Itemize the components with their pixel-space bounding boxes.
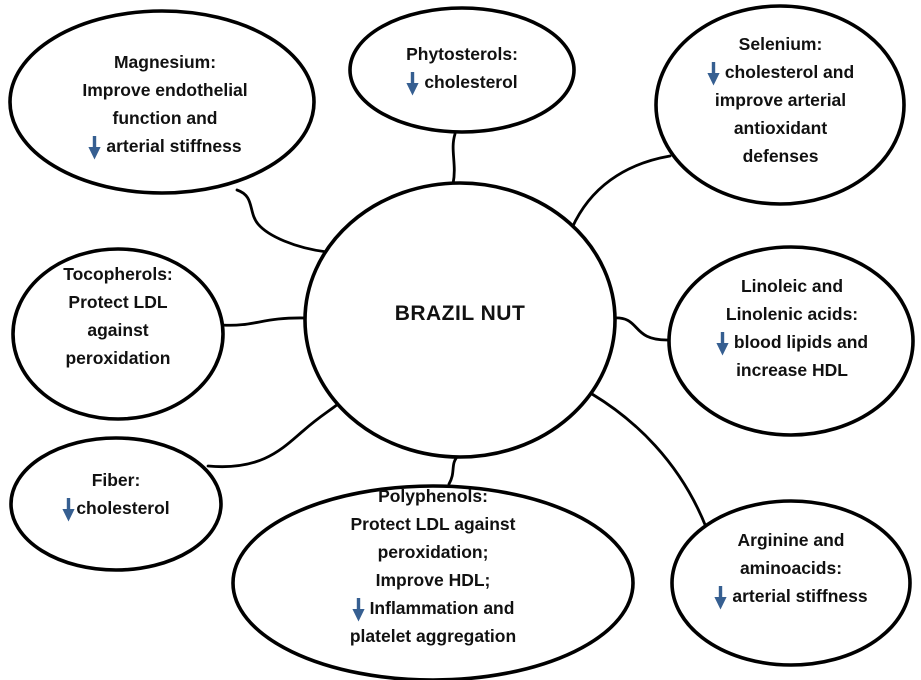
effect-line [668,58,893,86]
down-arrow-icon [716,332,729,356]
node-line: increase HDL [736,360,848,380]
node-line: defenses [742,146,819,166]
node-line: platelet aggregation [349,626,517,646]
node-line: improve arterial [714,90,847,110]
node-tocopherols [23,260,213,372]
node-linoleic [672,272,912,384]
node-title: Selenium: [738,34,823,54]
effect-line [26,494,206,522]
connector-linoleic-center [613,318,669,340]
node-line: Improve HDL; [375,570,491,590]
node-line: peroxidation [65,348,171,368]
effect-text: cholesterol [76,498,170,518]
connector-polyphenols-center [449,456,458,484]
node-line: function and [112,108,218,128]
node-title: Arginine and [737,530,845,550]
node-fiber [26,466,206,522]
effect-line [258,594,608,622]
node-title: Magnesium: [113,52,217,72]
connector-magnesium-center [237,190,327,252]
down-arrow-icon [707,62,720,86]
down-arrow-icon [88,136,101,160]
connector-tocopherols-center [222,318,306,325]
node-line: against [87,320,149,340]
down-arrow-icon [714,586,727,610]
node-title: Fiber: [91,470,141,490]
node-title: Linolenic acids: [725,304,859,324]
effect-text: arterial stiffness [732,586,868,606]
node-title: aminoacids: [739,558,843,578]
connector-fiber-center [208,404,338,467]
node-title: Polyphenols: [378,486,488,506]
effect-text: arterial stiffness [106,136,242,156]
node-polyphenols [258,482,608,650]
node-selenium [668,30,893,170]
node-arginine [676,526,906,610]
node-line: antioxidant [733,118,828,138]
effect-text: blood lipids and [733,332,869,352]
effect-line [672,328,912,356]
down-arrow-icon [406,72,419,96]
effect-line [676,582,906,610]
effect-text: cholesterol [424,72,518,92]
node-title: Phytosterols: [406,44,518,64]
node-line: Protect LDL against [350,514,516,534]
effect-line [40,132,290,160]
connector-selenium-center [572,156,670,228]
node-title: Linoleic and [740,276,844,296]
effect-text: cholesterol and [724,62,855,82]
effect-text: Inflammation and [369,598,515,618]
connector-arginine-center [592,394,706,527]
center-node-label: BRAZIL NUT [394,302,526,325]
effect-line [352,68,572,96]
node-phytosterols [352,40,572,96]
node-line: peroxidation; [377,542,489,562]
down-arrow-icon [62,498,75,522]
connector-phytosterols-center [453,134,455,184]
node-magnesium [40,48,290,160]
node-title: Tocopherols: [63,264,173,284]
node-line: Protect LDL [68,292,168,312]
down-arrow-icon [352,598,365,622]
node-line: Improve endothelial [82,80,248,100]
